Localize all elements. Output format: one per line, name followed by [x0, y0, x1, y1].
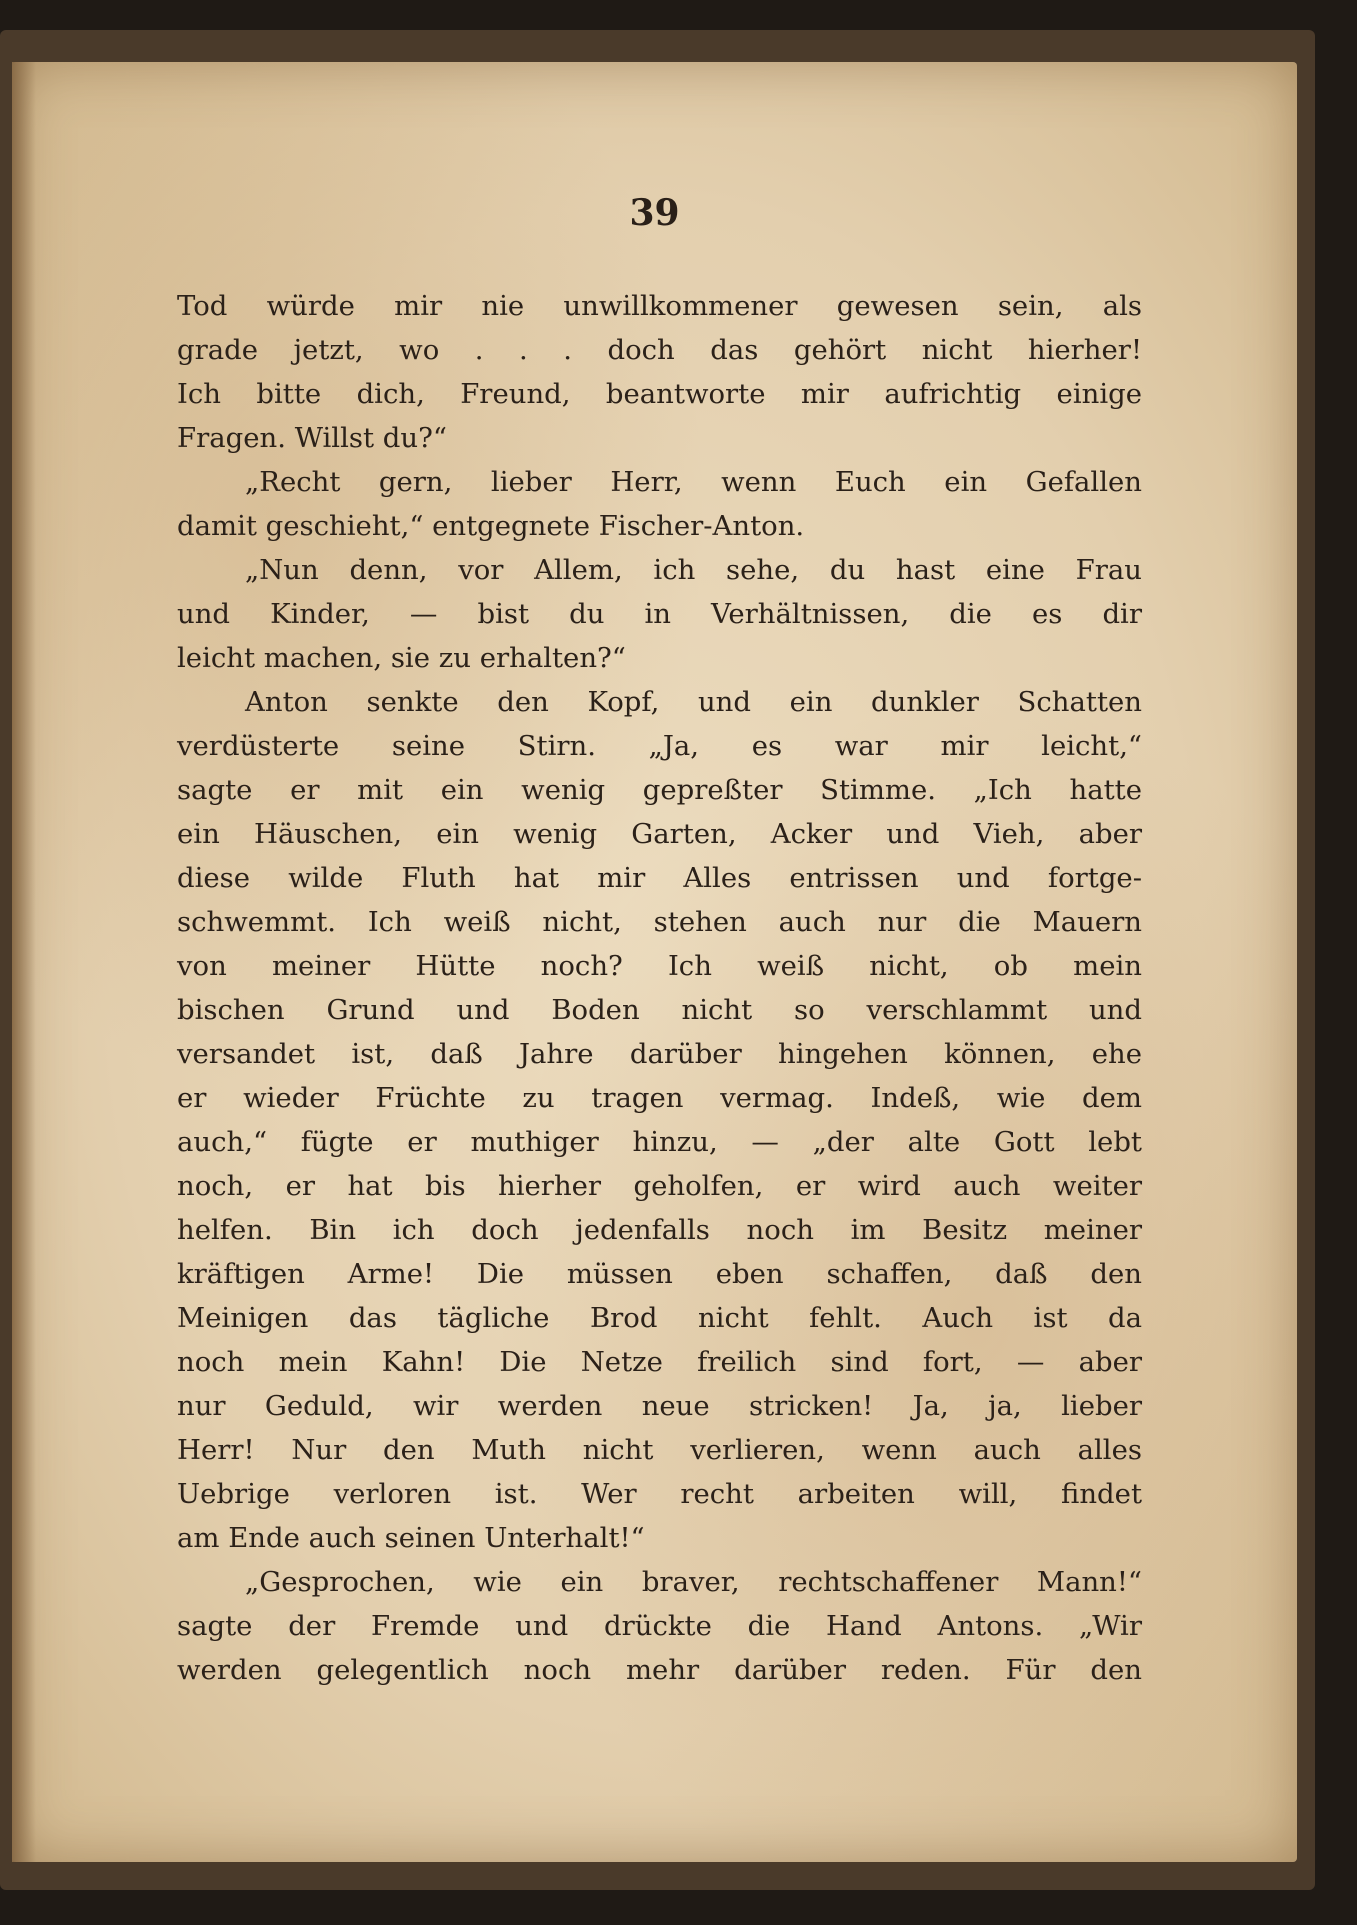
text-line: damit geschieht,“ entgegnete Fischer-Anton.	[177, 510, 805, 542]
text-line: kräftigen Arme! Die müssen eben schaffen, daß den	[177, 1258, 1142, 1290]
text-line: verdüsterte seine Stirn. „Ja, es war mir leicht,“	[177, 730, 1142, 762]
text-line: schwemmt. Ich weiß nicht, stehen auch nur die Mauern	[177, 906, 1142, 938]
text-line: bischen Grund und Boden nicht so verschlammt und	[177, 994, 1142, 1026]
text-line: von meiner Hütte noch? Ich weiß nicht, ob mein	[177, 950, 1142, 982]
text-line: sagte der Fremde und drückte die Hand Antons. „Wir	[177, 1610, 1142, 1642]
text-line: auch,“ fügte er muthiger hinzu, — „der alte Gott lebt	[177, 1126, 1142, 1158]
text-line: nur Geduld, wir werden neue stricken! Ja, ja, lieber	[177, 1390, 1142, 1422]
text-line: am Ende auch seinen Unterhalt!“	[177, 1522, 645, 1554]
text-line: noch mein Kahn! Die Netze freilich sind fort, — aber	[177, 1346, 1142, 1378]
text-line: Ich bitte dich, Freund, beantworte mir aufrichtig einige	[177, 378, 1142, 410]
text-line: Anton senkte den Kopf, und ein dunkler Schatten	[245, 686, 1142, 718]
text-line: sagte er mit ein wenig gepreßter Stimme. „Ich hatte	[177, 774, 1142, 806]
page-number: 39	[629, 192, 680, 234]
page-text	[177, 284, 1142, 1692]
text-line: ein Häuschen, ein wenig Garten, Acker und Vieh, aber	[177, 818, 1142, 850]
text-line: „Gesprochen, wie ein braver, rechtschaffener Mann!“	[245, 1566, 1142, 1598]
page-gutter-shadow	[12, 62, 36, 1862]
text-line: Meinigen das tägliche Brod nicht fehlt. Auch ist da	[177, 1302, 1142, 1334]
text-line: Herr! Nur den Muth nicht verlieren, wenn auch alles	[177, 1434, 1142, 1466]
text-line: leicht machen, sie zu erhalten?“	[177, 642, 626, 674]
text-line: noch, er hat bis hierher geholfen, er wird auch weiter	[177, 1170, 1142, 1202]
text-line: Uebrige verloren ist. Wer recht arbeiten will, findet	[177, 1478, 1142, 1510]
text-line: Fragen. Willst du?“	[177, 422, 447, 454]
text-line: er wieder Früchte zu tragen vermag. Indeß, wie dem	[177, 1082, 1142, 1114]
text-line: Tod würde mir nie unwillkommener gewesen sein, als	[177, 290, 1142, 322]
text-line: und Kinder, — bist du in Verhältnissen, die es dir	[177, 598, 1142, 630]
text-line: werden gelegentlich noch mehr darüber reden. Für den	[177, 1654, 1142, 1686]
book-page	[12, 62, 1297, 1862]
text-line: „Recht gern, lieber Herr, wenn Euch ein Gefallen	[245, 466, 1142, 498]
text-line: grade jetzt, wo . . . doch das gehört nicht hierher!	[177, 334, 1142, 366]
text-line: „Nun denn, vor Allem, ich sehe, du hast eine Frau	[245, 554, 1142, 586]
text-line: helfen. Bin ich doch jedenfalls noch im Besitz meiner	[177, 1214, 1142, 1246]
text-line: versandet ist, daß Jahre darüber hingehen können, ehe	[177, 1038, 1142, 1070]
text-line: diese wilde Fluth hat mir Alles entrissen und fortge-	[177, 862, 1142, 894]
